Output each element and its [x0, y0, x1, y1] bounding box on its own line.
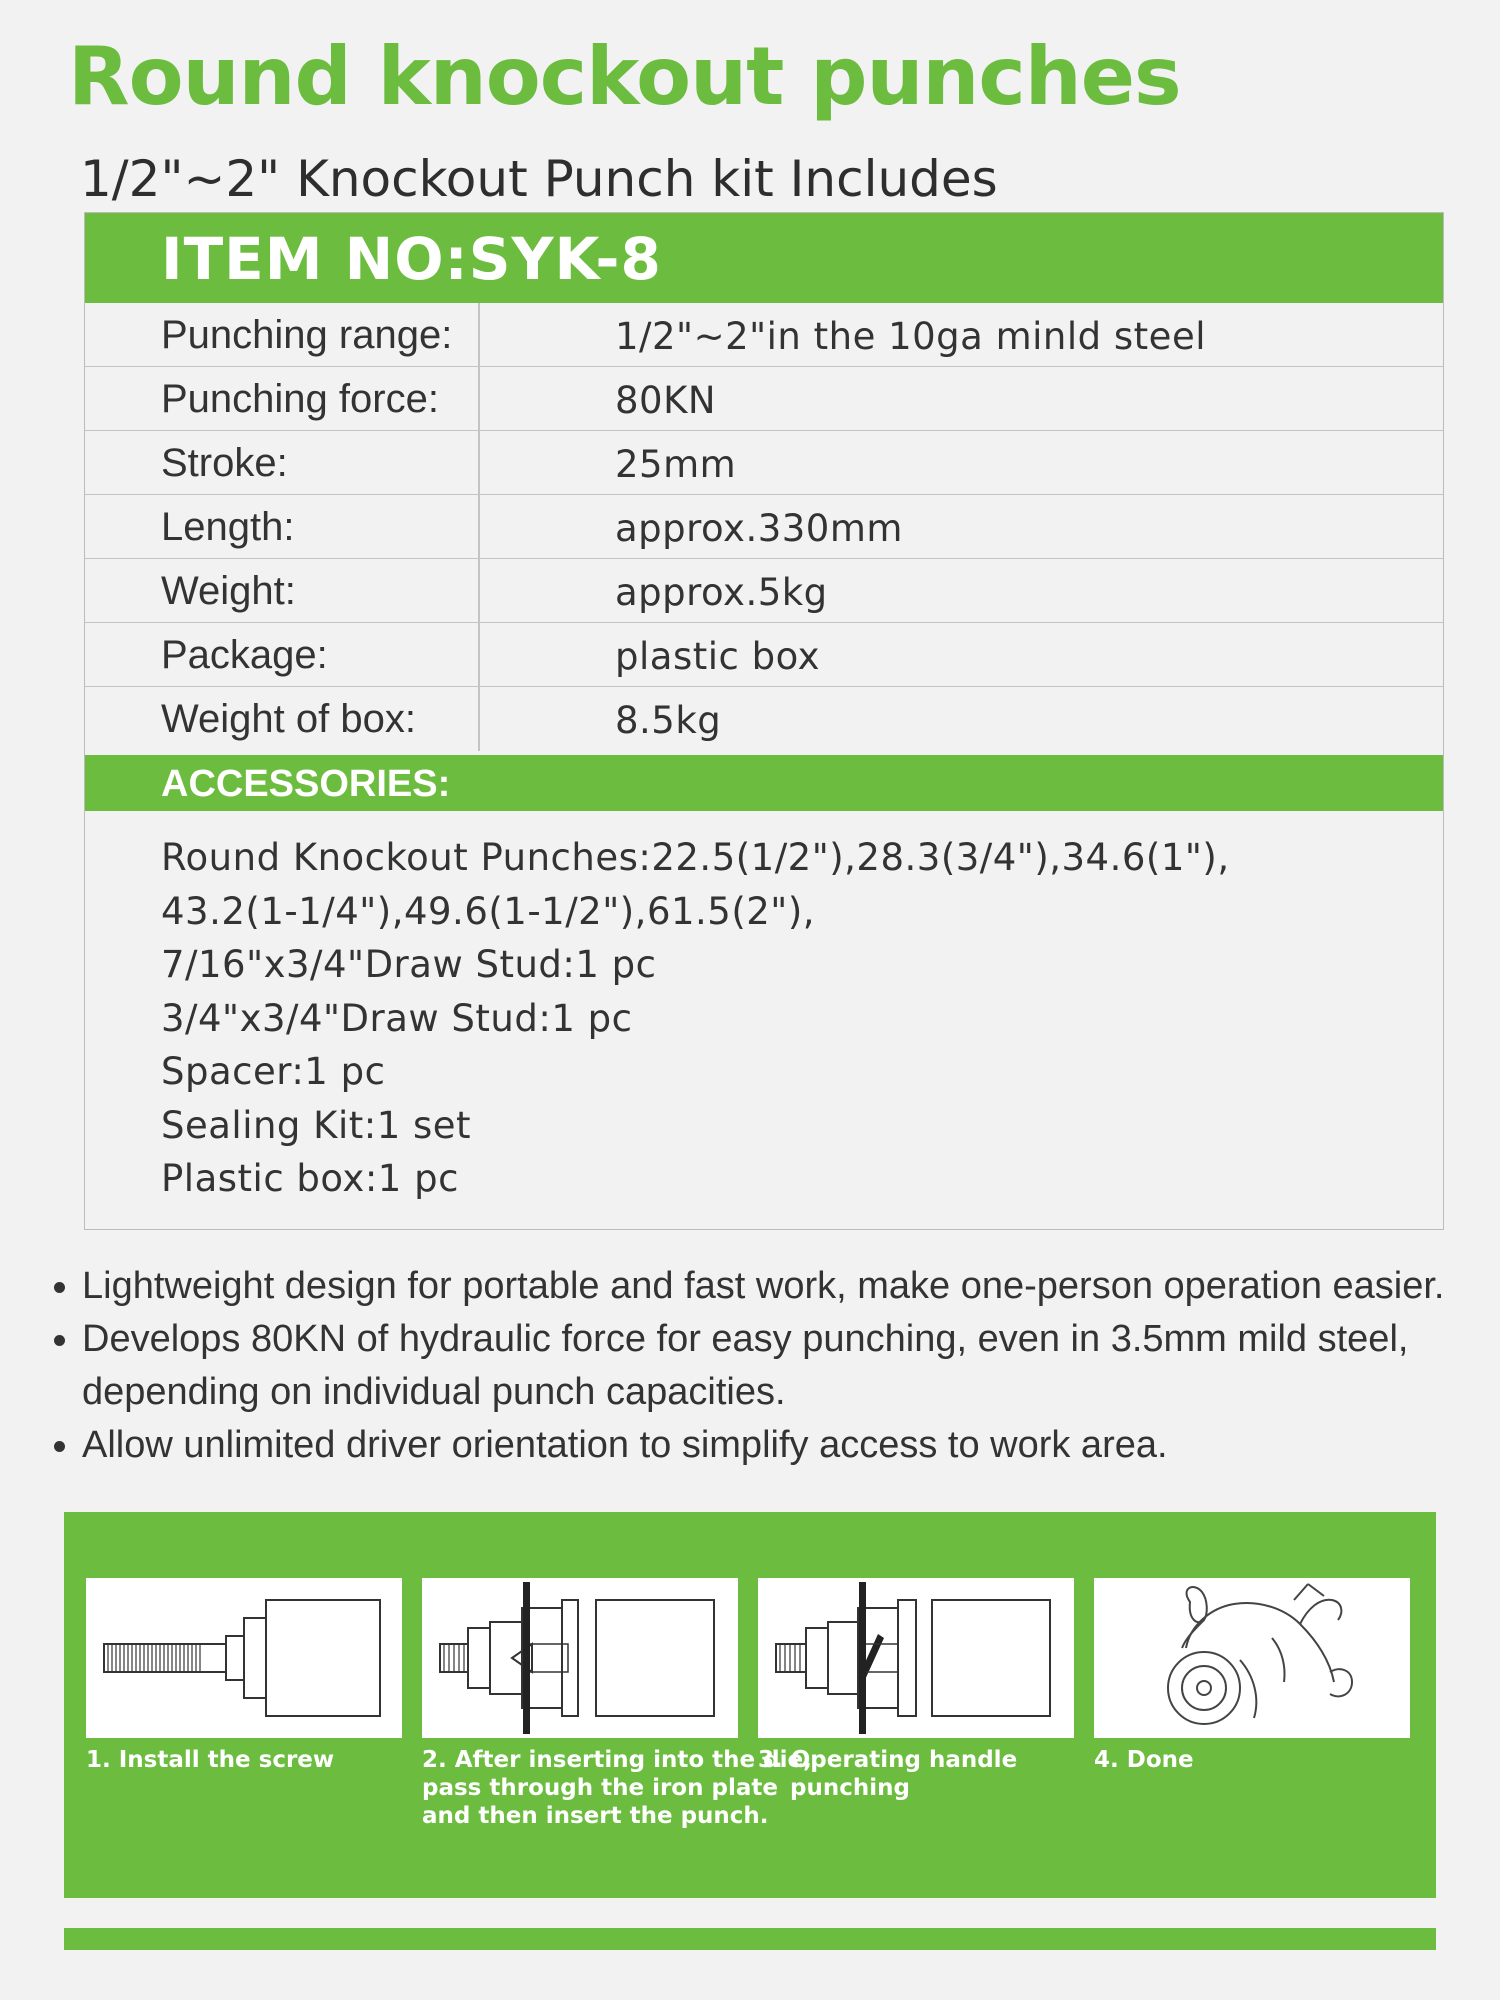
spec-label: Stroke: [161, 441, 288, 485]
spec-row-package [85, 623, 1443, 687]
feature-item [52, 1419, 1445, 1472]
spec-value: plastic box [615, 635, 820, 678]
spec-value: 25mm [615, 443, 737, 486]
spec-value: 80KN [615, 379, 717, 422]
spec-value: approx.330mm [615, 507, 903, 550]
column-divider [478, 367, 480, 430]
spec-label: Package: [161, 633, 328, 677]
step-caption: 2. After inserting into the die, pass through the iron plate and then insert the punch. [422, 1747, 812, 1829]
feature-text: Allow unlimited driver orientation to simplify access to work area. [82, 1424, 1168, 1466]
install-screw-diagram-icon [86, 1578, 402, 1738]
column-divider [478, 687, 480, 751]
feature-item [52, 1260, 1445, 1313]
step-3 [758, 1578, 1074, 1802]
spec-panel [84, 212, 1444, 1230]
list-item: Plastic box:1 pc [161, 1157, 459, 1200]
step-2 [422, 1578, 812, 1830]
insert-punch-diagram-icon [422, 1578, 738, 1738]
spec-row-weight-of-box [85, 687, 1443, 751]
accessories-bar [85, 755, 1443, 811]
column-divider [478, 559, 480, 622]
page-title: Round knockout punches [68, 30, 1181, 123]
spec-row-punching-force [85, 367, 1443, 431]
column-divider [478, 495, 480, 558]
step-caption: 3. Operating handle punching [758, 1747, 1018, 1801]
accessories-list [161, 831, 1230, 1206]
feature-item-continuation [52, 1366, 1445, 1419]
feature-text: depending on individual punch capacities. [82, 1371, 786, 1413]
spec-row-weight [85, 559, 1443, 623]
item-number-bar [85, 213, 1443, 303]
list-item: 7/16"x3/4"Draw Stud:1 pc [161, 943, 657, 986]
feature-text: Lightweight design for portable and fast work, make one-person operation easier. [82, 1265, 1445, 1307]
operate-handle-diagram-icon [758, 1578, 1074, 1738]
step-4 [1094, 1578, 1410, 1774]
spec-row-punching-range [85, 303, 1443, 367]
step-caption: 4. Done [1094, 1747, 1194, 1773]
list-item: Spacer:1 pc [161, 1050, 386, 1093]
kit-subtitle: 1/2"~2" Knockout Punch kit Includes [80, 150, 998, 208]
bullet-dot-icon [54, 1441, 65, 1452]
usage-steps-panel [64, 1512, 1436, 1898]
spec-value: 1/2"~2"in the 10ga minld steel [615, 315, 1206, 358]
feature-item [52, 1313, 1445, 1366]
feature-list [52, 1260, 1445, 1472]
column-divider [478, 303, 480, 366]
spec-row-length [85, 495, 1443, 559]
column-divider [478, 431, 480, 494]
spec-label: Punching range: [161, 313, 453, 357]
step-caption: 1. Install the screw [86, 1747, 335, 1773]
spec-row-stroke [85, 431, 1443, 495]
list-item: 43.2(1-1/4"),49.6(1-1/2"),61.5(2"), [161, 889, 816, 933]
bottom-accent-bar [64, 1928, 1436, 1950]
spec-label: Weight of box: [161, 697, 416, 741]
spec-label: Length: [161, 505, 295, 549]
spec-label: Punching force: [161, 377, 439, 421]
list-item: 3/4"x3/4"Draw Stud:1 pc [161, 996, 633, 1040]
finished-punch-hand-diagram-icon [1094, 1578, 1410, 1738]
bullet-dot-icon [54, 1282, 65, 1293]
item-number: ITEM NO:SYK-8 [161, 225, 662, 293]
list-item: Round Knockout Punches:22.5(1/2"),28.3(3/4"),34.6(1"), [161, 836, 1230, 879]
list-item: Sealing Kit:1 set [161, 1103, 472, 1147]
feature-text: Develops 80KN of hydraulic force for easy punching, even in 3.5mm mild steel, [82, 1318, 1409, 1360]
step-1 [86, 1578, 402, 1774]
accessories-title: ACCESSORIES: [161, 763, 451, 805]
column-divider [478, 623, 480, 686]
bullet-dot-icon [54, 1335, 65, 1346]
spec-value: approx.5kg [615, 571, 828, 614]
spec-table [85, 303, 1443, 751]
spec-label: Weight: [161, 569, 296, 613]
spec-value: 8.5kg [615, 699, 722, 742]
